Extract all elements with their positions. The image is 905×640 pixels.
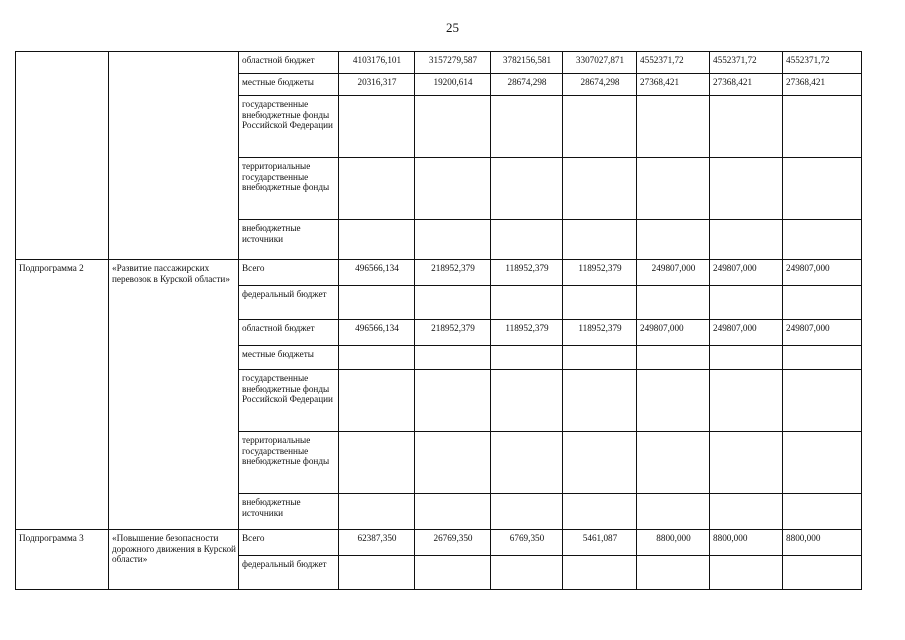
- amount-cell: [563, 346, 637, 370]
- amount-cell: [491, 96, 563, 158]
- amount-cell: [710, 494, 783, 530]
- amount-cell: [339, 556, 415, 590]
- amount-cell: [637, 346, 710, 370]
- program-title-cell: «Развитие пассажирских перевозок в Курской области»: [109, 260, 239, 530]
- amount-cell: 4552371,72: [783, 52, 862, 74]
- amount-cell: [783, 158, 862, 220]
- amount-cell: 218952,379: [415, 260, 491, 286]
- amount-cell: [491, 286, 563, 320]
- amount-cell: 27368,421: [710, 74, 783, 96]
- amount-cell: [783, 96, 862, 158]
- amount-cell: 3157279,587: [415, 52, 491, 74]
- amount-cell: [339, 96, 415, 158]
- amount-cell: 496566,134: [339, 260, 415, 286]
- amount-cell: 3307027,871: [563, 52, 637, 74]
- amount-cell: [415, 370, 491, 432]
- amount-cell: [491, 556, 563, 590]
- funding-source-cell: внебюджетные источники: [239, 494, 339, 530]
- funding-source-cell: государственные внебюджетные фонды Российской Федерации: [239, 96, 339, 158]
- amount-cell: 249807,000: [783, 260, 862, 286]
- amount-cell: [710, 346, 783, 370]
- amount-cell: [339, 432, 415, 494]
- amount-cell: [563, 220, 637, 260]
- amount-cell: [637, 432, 710, 494]
- amount-cell: 28674,298: [491, 74, 563, 96]
- amount-cell: [563, 370, 637, 432]
- amount-cell: [637, 370, 710, 432]
- amount-cell: [783, 432, 862, 494]
- amount-cell: [415, 494, 491, 530]
- amount-cell: 27368,421: [637, 74, 710, 96]
- amount-cell: [415, 346, 491, 370]
- amount-cell: [563, 432, 637, 494]
- program-title-cell: «Повышение безопасности дорожного движения в Курской области»: [109, 530, 239, 590]
- amount-cell: 27368,421: [783, 74, 862, 96]
- amount-cell: [491, 346, 563, 370]
- table-row: [16, 52, 862, 74]
- funding-source-cell: территориальные государственные внебюджетные фонды: [239, 432, 339, 494]
- amount-cell: [415, 158, 491, 220]
- amount-cell: [710, 220, 783, 260]
- amount-cell: [339, 286, 415, 320]
- amount-cell: [637, 96, 710, 158]
- amount-cell: [415, 220, 491, 260]
- program-title-cell: [109, 52, 239, 260]
- amount-cell: [415, 96, 491, 158]
- amount-cell: [339, 494, 415, 530]
- program-label-cell: Подпрограмма 3: [16, 530, 109, 590]
- funding-source-cell: областной бюджет: [239, 52, 339, 74]
- amount-cell: [710, 432, 783, 494]
- amount-cell: 249807,000: [637, 260, 710, 286]
- table-row: [16, 260, 862, 286]
- amount-cell: [415, 432, 491, 494]
- funding-source-cell: Всего: [239, 260, 339, 286]
- amount-cell: [637, 286, 710, 320]
- funding-source-cell: местные бюджеты: [239, 74, 339, 96]
- amount-cell: [563, 96, 637, 158]
- amount-cell: [563, 286, 637, 320]
- amount-cell: 20316,317: [339, 74, 415, 96]
- amount-cell: [710, 556, 783, 590]
- budget-table: [15, 51, 862, 590]
- funding-source-cell: государственные внебюджетные фонды Российской Федерации: [239, 370, 339, 432]
- amount-cell: [491, 158, 563, 220]
- amount-cell: [783, 346, 862, 370]
- funding-source-cell: областной бюджет: [239, 320, 339, 346]
- amount-cell: [491, 370, 563, 432]
- amount-cell: [339, 220, 415, 260]
- amount-cell: [637, 158, 710, 220]
- amount-cell: 4552371,72: [637, 52, 710, 74]
- amount-cell: [783, 370, 862, 432]
- funding-source-cell: местные бюджеты: [239, 346, 339, 370]
- amount-cell: 4103176,101: [339, 52, 415, 74]
- amount-cell: [491, 432, 563, 494]
- amount-cell: 5461,087: [563, 530, 637, 556]
- amount-cell: 496566,134: [339, 320, 415, 346]
- funding-source-cell: внебюджетные источники: [239, 220, 339, 260]
- amount-cell: [339, 346, 415, 370]
- amount-cell: 118952,379: [563, 320, 637, 346]
- amount-cell: 26769,350: [415, 530, 491, 556]
- funding-source-cell: территориальные государственные внебюджетные фонды: [239, 158, 339, 220]
- amount-cell: 3782156,581: [491, 52, 563, 74]
- amount-cell: [563, 556, 637, 590]
- amount-cell: 249807,000: [710, 320, 783, 346]
- amount-cell: 62387,350: [339, 530, 415, 556]
- program-label-cell: [16, 52, 109, 260]
- amount-cell: 4552371,72: [710, 52, 783, 74]
- amount-cell: 118952,379: [563, 260, 637, 286]
- amount-cell: 249807,000: [710, 260, 783, 286]
- amount-cell: 249807,000: [783, 320, 862, 346]
- amount-cell: [710, 286, 783, 320]
- amount-cell: [710, 158, 783, 220]
- amount-cell: [637, 556, 710, 590]
- amount-cell: 8800,000: [637, 530, 710, 556]
- amount-cell: [783, 494, 862, 530]
- amount-cell: [491, 220, 563, 260]
- program-label-cell: Подпрограмма 2: [16, 260, 109, 530]
- page-number: 25: [446, 20, 459, 35]
- amount-cell: 249807,000: [637, 320, 710, 346]
- funding-source-cell: федеральный бюджет: [239, 556, 339, 590]
- amount-cell: [563, 158, 637, 220]
- amount-cell: 8800,000: [710, 530, 783, 556]
- table-row: [16, 530, 862, 556]
- amount-cell: [783, 556, 862, 590]
- amount-cell: [491, 494, 563, 530]
- amount-cell: [339, 370, 415, 432]
- amount-cell: [637, 494, 710, 530]
- amount-cell: [339, 158, 415, 220]
- amount-cell: [563, 494, 637, 530]
- amount-cell: [415, 556, 491, 590]
- amount-cell: [637, 220, 710, 260]
- amount-cell: [783, 286, 862, 320]
- funding-source-cell: Всего: [239, 530, 339, 556]
- amount-cell: [783, 220, 862, 260]
- amount-cell: 28674,298: [563, 74, 637, 96]
- funding-source-cell: федеральный бюджет: [239, 286, 339, 320]
- amount-cell: 19200,614: [415, 74, 491, 96]
- amount-cell: 118952,379: [491, 260, 563, 286]
- amount-cell: 8800,000: [783, 530, 862, 556]
- amount-cell: [710, 96, 783, 158]
- amount-cell: 6769,350: [491, 530, 563, 556]
- amount-cell: [415, 286, 491, 320]
- amount-cell: [710, 370, 783, 432]
- amount-cell: 118952,379: [491, 320, 563, 346]
- amount-cell: 218952,379: [415, 320, 491, 346]
